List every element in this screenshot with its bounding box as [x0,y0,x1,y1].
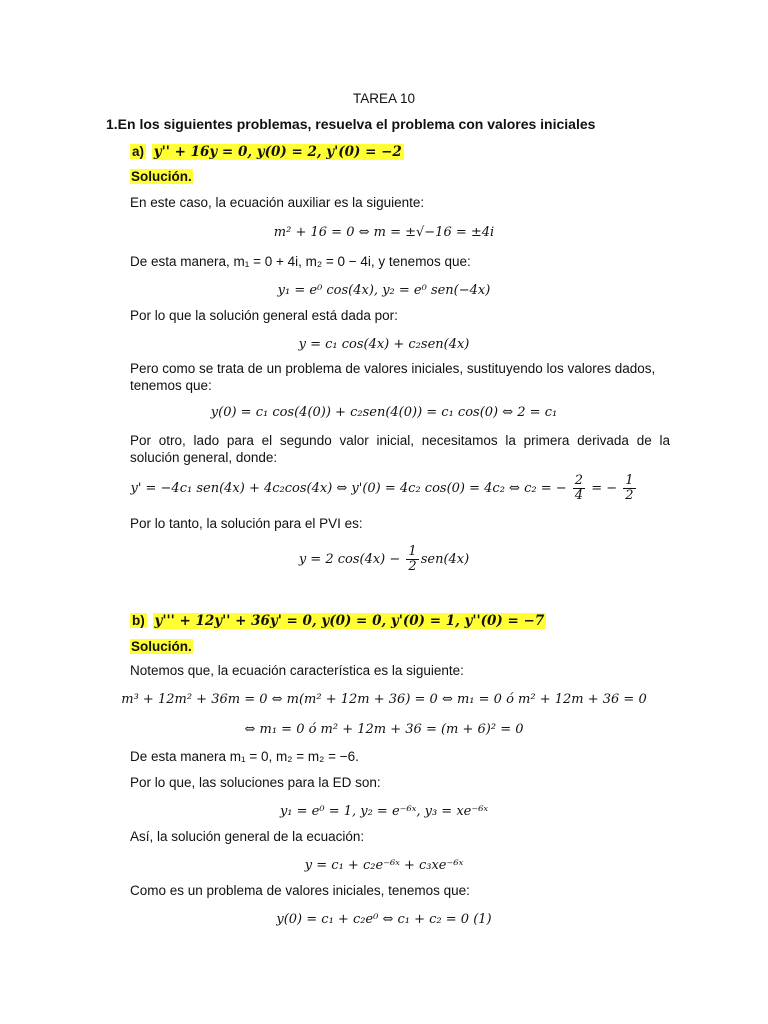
fraction-a5-2-den: 2 [625,488,634,503]
text-a6: Por lo tanto, la solución para el PVI es: [130,516,363,531]
section-heading: 1.En los siguientes problemas, resuelva el problema con valores iniciales [106,116,596,132]
page-title: TAREA 10 [352,91,416,106]
solution-a-text: Solución. [131,169,192,184]
equation-a5 [0,474,768,503]
equation-a6 [0,545,768,574]
problem-a-equation: y'' + 16y = 0, y(0) = 2, y'(0) = −2 [153,144,402,160]
fraction-a5-1-den: 4 [574,488,584,503]
equation-b1: m³ + 12m² + 36m = 0 ⇔ m(m² + 12m + 36) = 0 ⇔ m₁ = 0 ó m² + 12m + 36 = 0 [121,692,647,707]
text-a5: Por otro, lado para el segundo valor inicial, necesitamos la primera derivada de la solución general, donde: [130,433,670,465]
text-b2: De esta manera m₁ = 0, m₂ = m₂ = −6. [130,749,359,764]
solution-a-label [130,168,193,185]
text-a2: De esta manera, m₁ = 0 + 4i, m₂ = 0 − 4i, y tenemos que: [130,254,471,269]
equation-b1b: ⇔ m₁ = 0 ó m² + 12m + 36 = (m + 6)² = 0 [244,722,524,737]
equation-a1: m² + 16 = 0 ⇔ m = ±√−16 = ±4i [273,225,495,240]
equation-a5-mid: = − [591,481,618,496]
problem-b-equation: y''' + 12y'' + 36y' = 0, y(0) = 0, y'(0) = 1, y''(0) = −7 [154,613,545,629]
text-b1: Notemos que, la ecuación característica es la siguiente: [130,663,464,678]
equation-a6-pre: y = 2 cos(4x) − [298,552,401,567]
fraction-a6 [406,545,418,574]
solution-b-text: Solución. [131,639,192,654]
text-a3: Por lo que la solución general está dada por: [130,308,398,323]
fraction-a5-1-num: 2 [574,473,584,488]
equation-a6-post: sen(4x) [420,552,470,567]
equation-a4: y(0) = c₁ cos(4(0)) + c₂sen(4(0)) = c₁ cos(0) ⇔ 2 = c₁ [210,405,558,420]
equation-a3: y = c₁ cos(4x) + c₂sen(4x) [298,337,470,352]
fraction-a5-2-num: 1 [625,473,634,488]
equation-b3: y = c₁ + c₂e⁻⁶ˣ + c₃xe⁻⁶ˣ [304,858,464,873]
text-b4: Así, la solución general de la ecuación: [130,829,365,844]
text-a4: Pero como se trata de un problema de valores iniciales, sustituyendo los valores dados, tenemos que: [130,361,656,393]
problem-b [130,612,546,630]
problem-a [130,143,404,161]
equation-b4: y(0) = c₁ + c₂e⁰ ⇔ c₁ + c₂ = 0 (1) [276,912,492,927]
problem-b-label: b) [132,613,145,628]
problem-a-label: a) [132,144,145,159]
text-b3: Por lo que, las soluciones para la ED son: [130,775,381,790]
fraction-a6-num: 1 [408,544,417,559]
fraction-a5-1 [573,474,585,503]
fraction-a5-2 [623,474,635,503]
fraction-a6-den: 2 [408,559,417,574]
equation-b2: y₁ = e⁰ = 1, y₂ = e⁻⁶ˣ, y₃ = xe⁻⁶ˣ [279,804,489,819]
text-b5: Como es un problema de valores iniciales, tenemos que: [130,883,470,898]
solution-b-label [130,638,193,655]
text-a1: En este caso, la ecuación auxiliar es la siguiente: [130,195,425,210]
equation-a2: y₁ = e⁰ cos(4x), y₂ = e⁰ sen(−4x) [277,283,491,298]
equation-a5-main: y' = −4c₁ sen(4x) + 4c₂cos(4x) ⇔ y'(0) = 4c₂ cos(0) = 4c₂ ⇔ c₂ = − [130,481,567,496]
